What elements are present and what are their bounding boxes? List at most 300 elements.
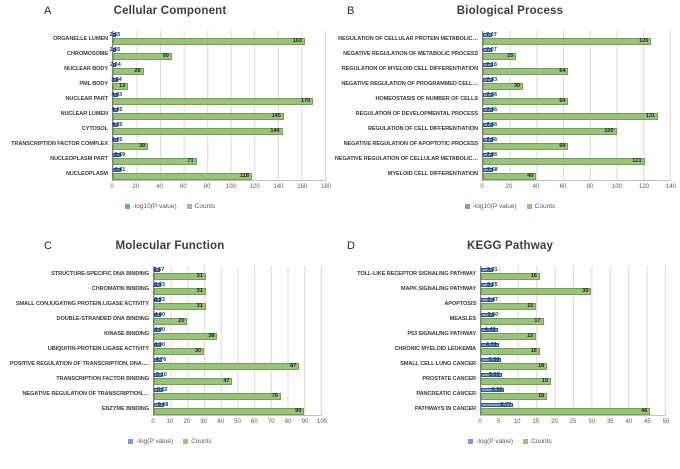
pvalue-data-label: 3.50 xyxy=(487,311,499,318)
count-bar xyxy=(483,53,516,60)
x-tick-label: 100 xyxy=(316,419,328,425)
bar-row xyxy=(154,311,321,326)
pvalue-data-label: 5.59 xyxy=(488,371,500,378)
legend-label: -log10(P value) xyxy=(472,202,517,210)
x-tick-label: 20 xyxy=(132,184,140,190)
x-axis-ticks xyxy=(480,182,677,194)
count-bar xyxy=(113,53,172,60)
count-data-label: 18 xyxy=(538,363,545,369)
count-data-label: 87 xyxy=(290,363,297,369)
pvalue-bar xyxy=(481,358,501,362)
category-label: NEGATIVE REGULATION OF CELLULAR METABOLIC… xyxy=(334,155,478,162)
pvalue-bar xyxy=(154,296,165,303)
count-data-label: 170 xyxy=(301,98,311,104)
panel-letter: B xyxy=(347,5,355,17)
y-axis-labels xyxy=(340,266,480,429)
pvalue-bar xyxy=(154,401,169,408)
x-tick-label: 40 xyxy=(625,419,633,425)
count-data-label: 126 xyxy=(639,38,649,44)
bar-row xyxy=(483,91,670,106)
category-label: KINASE BINDING xyxy=(104,330,149,337)
pvalue-data-label: 7.36 xyxy=(486,106,498,113)
bar-row xyxy=(481,371,665,386)
bar-row xyxy=(154,356,321,371)
bar-row xyxy=(154,401,321,416)
legend-label: Counts xyxy=(534,202,556,210)
category-label: PROSTATE CANCER xyxy=(422,375,476,382)
pvalue-swatch-icon xyxy=(128,439,133,444)
x-tick-label: 15 xyxy=(532,419,540,425)
plot-area-wrap xyxy=(109,31,332,194)
chart-biological-process xyxy=(334,31,680,194)
count-bar xyxy=(113,68,144,75)
count-bar xyxy=(154,408,304,415)
category-label: NUCLEAR BODY xyxy=(64,65,108,72)
pvalue-data-label: 6.69 xyxy=(114,151,126,158)
category-label: DOUBLE-STRANDED DNA BINDING xyxy=(56,315,149,322)
legend-item-counts xyxy=(187,203,216,210)
category-label: REGULATION OF DEVELOPMENTAL PROCESS xyxy=(355,110,478,117)
pvalue-data-label: 4.49 xyxy=(484,326,496,333)
bar-row xyxy=(113,106,325,121)
pvalue-bar xyxy=(483,121,498,128)
bar-row xyxy=(154,326,321,341)
category-label: UBIQUITIN-PROTEIN LIGASE ACTIVITY xyxy=(47,345,149,352)
pvalue-bar xyxy=(481,311,499,318)
pvalue-bar xyxy=(154,326,166,333)
pvalue-bar xyxy=(153,266,165,273)
category-label: TRANSCRIPTION FACTOR BINDING xyxy=(56,375,149,382)
count-data-label: 20 xyxy=(178,318,185,324)
pvalue-data-label: 7.36 xyxy=(486,121,498,128)
count-data-label: 40 xyxy=(527,173,534,179)
panel-kegg-pathway xyxy=(340,235,680,469)
pvalue-data-label: 7.07 xyxy=(486,31,497,38)
legend xyxy=(340,435,680,447)
count-bar xyxy=(154,348,204,355)
count-bar xyxy=(154,288,206,295)
x-tick-label: 180 xyxy=(320,184,332,190)
panel-header xyxy=(340,240,680,256)
bar-row xyxy=(113,76,325,91)
panel-cellular-component xyxy=(0,0,340,235)
panel-header xyxy=(0,5,340,21)
x-tick-label: 20 xyxy=(505,184,513,190)
pvalue-data-label: 3.84 xyxy=(111,76,122,83)
y-axis-labels xyxy=(334,31,482,194)
category-label: REGULATION OF CELLULAR PROTEIN METABOLIC… xyxy=(338,35,478,42)
count-bar xyxy=(481,393,547,400)
bar-row xyxy=(481,401,665,416)
pvalue-bar xyxy=(154,386,168,393)
pvalue-data-label: 2.94 xyxy=(110,61,121,68)
pvalue-bar xyxy=(481,281,498,288)
pvalue-bar xyxy=(483,91,498,98)
pvalue-data-label: 7.36 xyxy=(486,151,498,158)
pvalue-bar xyxy=(481,388,504,392)
pvalue-data-label: 2.55 xyxy=(109,46,121,53)
plot-area-wrap xyxy=(478,266,670,429)
plot-area xyxy=(153,266,322,416)
plot-area-wrap xyxy=(480,31,677,194)
panel-header xyxy=(0,240,340,256)
counts-swatch-icon xyxy=(527,204,532,209)
pvalue-data-label: 4.78 xyxy=(485,341,497,348)
bar-row xyxy=(109,46,325,61)
pvalue-bar xyxy=(483,31,497,38)
category-label: NUCLEOPLASM xyxy=(65,170,108,177)
count-bar xyxy=(113,38,305,45)
count-bar xyxy=(481,303,536,310)
count-bar xyxy=(113,173,252,180)
count-bar xyxy=(483,113,658,120)
x-tick-label: 50 xyxy=(662,419,670,425)
pvalue-data-label: 4.00 xyxy=(154,311,166,318)
pvalue-bar xyxy=(483,166,498,173)
count-data-label: 19 xyxy=(541,378,548,384)
count-data-label: 131 xyxy=(645,113,655,119)
pvalue-data-label: 6.81 xyxy=(114,166,126,173)
count-data-label: 71 xyxy=(187,158,194,164)
y-axis-labels xyxy=(0,266,153,429)
pvalue-bar xyxy=(109,46,121,53)
panel-title: Molecular Function xyxy=(115,240,225,252)
pvalue-data-label: 3.57 xyxy=(153,266,165,273)
pvalue-bar xyxy=(109,31,121,38)
bar-row xyxy=(481,341,665,356)
category-label: CHRONIC MYELOID LEUKEMIA xyxy=(394,345,476,352)
legend xyxy=(340,200,680,212)
x-axis-ticks xyxy=(110,182,332,194)
bar-row xyxy=(113,151,325,166)
count-bar xyxy=(481,273,540,280)
category-label: HOMEOSTASIS OF NUMBER OF CELLS xyxy=(375,95,478,102)
count-data-label: 47 xyxy=(223,378,230,384)
counts-swatch-icon xyxy=(187,204,192,209)
count-bar xyxy=(113,113,284,120)
plot-area xyxy=(482,31,671,181)
count-data-label: 15 xyxy=(527,303,534,309)
category-label: PML BODY xyxy=(79,80,108,87)
x-tick-label: 30 xyxy=(200,419,208,425)
pvalue-data-label: 8.77 xyxy=(500,401,512,408)
pvalue-bar xyxy=(113,166,126,173)
x-tick-label: 60 xyxy=(179,184,187,190)
category-label: SMALL CELL LUNG CANCER xyxy=(400,360,476,367)
count-data-label: 64 xyxy=(559,68,566,74)
legend-item-counts xyxy=(183,438,212,445)
pvalue-data-label: 7.33 xyxy=(486,76,498,83)
pvalue-bar xyxy=(483,151,498,158)
count-bar xyxy=(481,288,591,295)
pvalue-data-label: 5.10 xyxy=(156,371,167,378)
bar-row xyxy=(481,281,665,296)
pvalue-bar xyxy=(154,356,167,363)
count-data-label: 30 xyxy=(582,288,589,294)
x-tick-label: 90 xyxy=(301,419,309,425)
panel-biological-process xyxy=(334,0,680,235)
category-label: POSITIVE REGULATION OF TRANSCRIPTION, DNA-… xyxy=(9,360,149,367)
x-tick-label: 100 xyxy=(225,184,236,190)
count-bar xyxy=(113,83,128,90)
bar-row xyxy=(154,266,321,281)
bar-row xyxy=(154,281,321,296)
count-bar xyxy=(483,38,651,45)
count-data-label: 31 xyxy=(196,273,203,279)
legend-label: Counts xyxy=(194,202,216,210)
x-tick-label: 25 xyxy=(569,419,577,425)
category-label: TRANSCRIPTION FACTOR COMPLEX xyxy=(11,140,108,147)
category-label: NEGATIVE REGULATION OF TRANSCRIPTION,… xyxy=(22,390,149,397)
pvalue-data-label: 7.36 xyxy=(486,136,498,143)
count-bar xyxy=(483,98,568,105)
bar-row xyxy=(154,296,321,311)
count-data-label: 15 xyxy=(527,333,534,339)
pvalue-bar xyxy=(481,328,498,332)
x-tick-label: 10 xyxy=(513,419,521,425)
counts-swatch-icon xyxy=(523,439,528,444)
bar-row xyxy=(483,76,670,91)
count-bar xyxy=(481,333,536,340)
bar-row xyxy=(483,61,670,76)
y-axis-labels xyxy=(0,31,112,194)
pvalue-data-label: 4.76 xyxy=(155,356,167,363)
x-tick-label: 80 xyxy=(203,184,211,190)
bar-row xyxy=(113,121,325,136)
x-axis-ticks xyxy=(151,417,328,429)
count-bar xyxy=(154,393,281,400)
count-data-label: 121 xyxy=(632,158,642,164)
bar-row xyxy=(109,31,325,46)
legend-item-pvalue xyxy=(465,203,517,210)
pvalue-bar xyxy=(481,266,498,273)
count-data-label: 31 xyxy=(196,303,203,309)
x-tick-label: 40 xyxy=(156,184,163,190)
pvalue-bar xyxy=(110,61,121,68)
x-axis-ticks xyxy=(478,417,670,429)
count-bar xyxy=(113,98,313,105)
pvalue-data-label: 3.31 xyxy=(486,266,498,273)
x-tick-label: 0 xyxy=(151,419,155,425)
count-data-label: 145 xyxy=(271,113,281,119)
bar-row xyxy=(483,121,670,136)
pvalue-bar xyxy=(481,403,513,407)
category-label: NUCLEAR LUMEN xyxy=(60,110,108,117)
category-label: MAPK SIGNALING PATHWAY xyxy=(400,285,476,292)
x-tick-label: 120 xyxy=(249,184,260,190)
bar-row xyxy=(481,326,665,341)
category-label: NEGATIVE REGULATION OF PROGRAMMED CELL… xyxy=(341,80,478,87)
count-data-label: 118 xyxy=(240,173,249,179)
category-label: CHROMOSOME xyxy=(67,50,108,57)
bar-row xyxy=(483,166,670,181)
pvalue-bar xyxy=(111,121,123,128)
legend-label: Counts xyxy=(191,437,212,445)
count-data-label: 16 xyxy=(530,348,537,354)
pvalue-data-label: 5.56 xyxy=(488,356,500,363)
bar-row xyxy=(113,166,325,181)
category-label: REGULATION OF CELL DIFFERENTIATION xyxy=(367,125,478,132)
count-bar xyxy=(481,318,544,325)
pvalue-data-label: 4.03 xyxy=(111,91,123,98)
pvalue-data-label: 4.35 xyxy=(111,121,123,128)
pvalue-bar xyxy=(483,136,498,143)
category-label: STRUCTURE-SPECIFIC DNA BINDING xyxy=(51,270,149,277)
pvalue-bar xyxy=(154,281,165,288)
pvalue-data-label: 5.52 xyxy=(156,386,168,393)
count-data-label: 38 xyxy=(208,333,215,339)
x-tick-label: 80 xyxy=(586,184,594,190)
x-tick-label: 0 xyxy=(478,419,482,425)
bar-row xyxy=(483,46,670,61)
counts-swatch-icon xyxy=(183,439,188,444)
chart-cellular-component xyxy=(0,31,340,194)
pvalue-bar xyxy=(154,371,167,378)
count-bar xyxy=(154,363,299,370)
pvalue-swatch-icon xyxy=(468,439,473,444)
pvalue-data-label: 2.55 xyxy=(109,31,121,38)
plot-area-wrap xyxy=(151,266,328,429)
x-tick-label: 5 xyxy=(496,419,501,425)
pvalue-data-label: 4.35 xyxy=(111,136,123,143)
category-label: NUCLEAR PART xyxy=(65,95,108,102)
x-tick-label: 40 xyxy=(532,184,540,190)
count-data-label: 30 xyxy=(194,348,202,354)
legend-item-pvalue xyxy=(125,203,177,210)
category-label: CYTOSOL xyxy=(81,125,108,132)
legend-label: -log(P value) xyxy=(136,437,174,445)
category-label: PATHWAYS IN CANCER xyxy=(414,405,476,412)
count-bar xyxy=(483,68,568,75)
count-bar xyxy=(113,128,283,135)
category-label: SMALL CONJUGATING PROTEIN LIGASE ACTIVITY xyxy=(15,300,149,307)
pvalue-bar xyxy=(111,106,123,113)
bar-row xyxy=(481,296,665,311)
pvalue-bar xyxy=(481,296,499,303)
category-label: P53 SIGNALING PATHWAY xyxy=(407,330,476,337)
count-bar xyxy=(154,303,206,310)
plot-area xyxy=(480,266,666,416)
count-bar xyxy=(481,363,547,370)
count-bar xyxy=(154,273,206,280)
pvalue-data-label: 4.35 xyxy=(111,106,123,113)
category-label: MEASLES xyxy=(449,315,476,322)
bar-row xyxy=(110,61,325,76)
x-tick-label: 20 xyxy=(183,419,191,425)
count-data-label: 13 xyxy=(119,83,126,89)
x-tick-label: 160 xyxy=(297,184,308,190)
count-bar xyxy=(483,158,645,165)
panel-title: Cellular Component xyxy=(113,5,227,17)
panel-letter: D xyxy=(347,240,355,252)
count-bar xyxy=(483,83,523,90)
panel-molecular-function xyxy=(0,235,340,469)
pvalue-bar xyxy=(483,106,498,113)
pvalue-data-label: 3.93 xyxy=(154,296,165,303)
x-tick-label: 70 xyxy=(267,419,275,425)
count-data-label: 64 xyxy=(559,143,566,149)
legend-label: -log(P value) xyxy=(476,437,514,445)
legend-item-counts xyxy=(523,438,552,445)
pvalue-data-label: 7.07 xyxy=(486,46,497,53)
count-data-label: 163 xyxy=(292,38,302,44)
pvalue-data-label: 7.68 xyxy=(486,166,498,173)
x-tick-label: 45 xyxy=(644,419,651,425)
x-tick-label: 0 xyxy=(110,184,114,190)
category-label: REGULATION OF MYELOID CELL DIFFERENTIATION xyxy=(341,65,478,72)
x-tick-label: 10 xyxy=(166,419,174,425)
count-bar xyxy=(481,378,551,385)
x-tick-label: 140 xyxy=(665,184,677,190)
pvalue-bar xyxy=(111,76,122,83)
count-bar xyxy=(481,408,650,415)
category-label: TOLL-LIKE RECEPTOR SIGNALING PATHWAY xyxy=(357,270,476,277)
pvalue-bar xyxy=(111,91,123,98)
count-bar xyxy=(483,128,617,135)
count-bar xyxy=(154,333,217,340)
panel-letter: A xyxy=(44,5,52,17)
count-bar xyxy=(113,143,148,150)
count-data-label: 90 xyxy=(295,408,302,414)
count-bar xyxy=(154,318,187,325)
x-tick-label: 120 xyxy=(638,184,650,190)
pvalue-data-label: 7.36 xyxy=(486,91,498,98)
count-data-label: 26 xyxy=(134,68,141,74)
pvalue-bar xyxy=(111,136,123,143)
x-tick-label: 40 xyxy=(217,419,224,425)
pvalue-data-label: 6.36 xyxy=(491,386,503,393)
count-bar xyxy=(113,158,197,165)
count-data-label: 31 xyxy=(196,288,203,294)
x-tick-label: 20 xyxy=(551,419,558,425)
panel-header xyxy=(340,5,680,21)
panel-title: Biological Process xyxy=(456,5,564,17)
bar-row xyxy=(154,341,321,356)
x-tick-label: 60 xyxy=(559,184,567,190)
x-tick-label: 30 xyxy=(588,419,595,425)
bar-row xyxy=(483,31,670,46)
pvalue-bar xyxy=(481,373,502,377)
legend-item-counts xyxy=(527,203,556,210)
x-tick-label: 100 xyxy=(611,184,623,190)
pvalue-data-label: 3.47 xyxy=(487,296,499,303)
chart-molecular-function xyxy=(0,266,340,429)
pvalue-bar xyxy=(483,76,498,83)
pvalue-swatch-icon xyxy=(465,204,470,209)
bar-row xyxy=(154,371,321,386)
bar-row xyxy=(113,91,325,106)
pvalue-bar xyxy=(483,46,497,53)
category-label: NEGATIVE REGULATION OF APOPTOTIC PROCESS xyxy=(343,140,478,147)
pvalue-data-label: 3.35 xyxy=(486,281,498,288)
legend-label: -log10(P value) xyxy=(132,202,177,210)
bar-row xyxy=(481,356,665,371)
count-data-label: 25 xyxy=(507,53,514,59)
count-data-label: 30 xyxy=(513,83,521,89)
bar-row xyxy=(481,266,665,281)
panel-title: KEGG Pathway xyxy=(466,240,554,252)
bar-row xyxy=(481,386,665,401)
category-label: NUCLEOPLASM PART xyxy=(50,155,108,162)
chart-kegg-pathway xyxy=(340,266,680,429)
category-label: NEGATIVE REGULATION OF METABOLIC PROCESS xyxy=(343,50,478,57)
x-tick-label: 80 xyxy=(284,419,292,425)
category-label: MYELOID CELL DIFFERENTIATION xyxy=(387,170,478,177)
count-bar xyxy=(483,173,536,180)
legend xyxy=(0,435,340,447)
pvalue-bar xyxy=(154,311,166,318)
count-data-label: 46 xyxy=(641,408,648,414)
